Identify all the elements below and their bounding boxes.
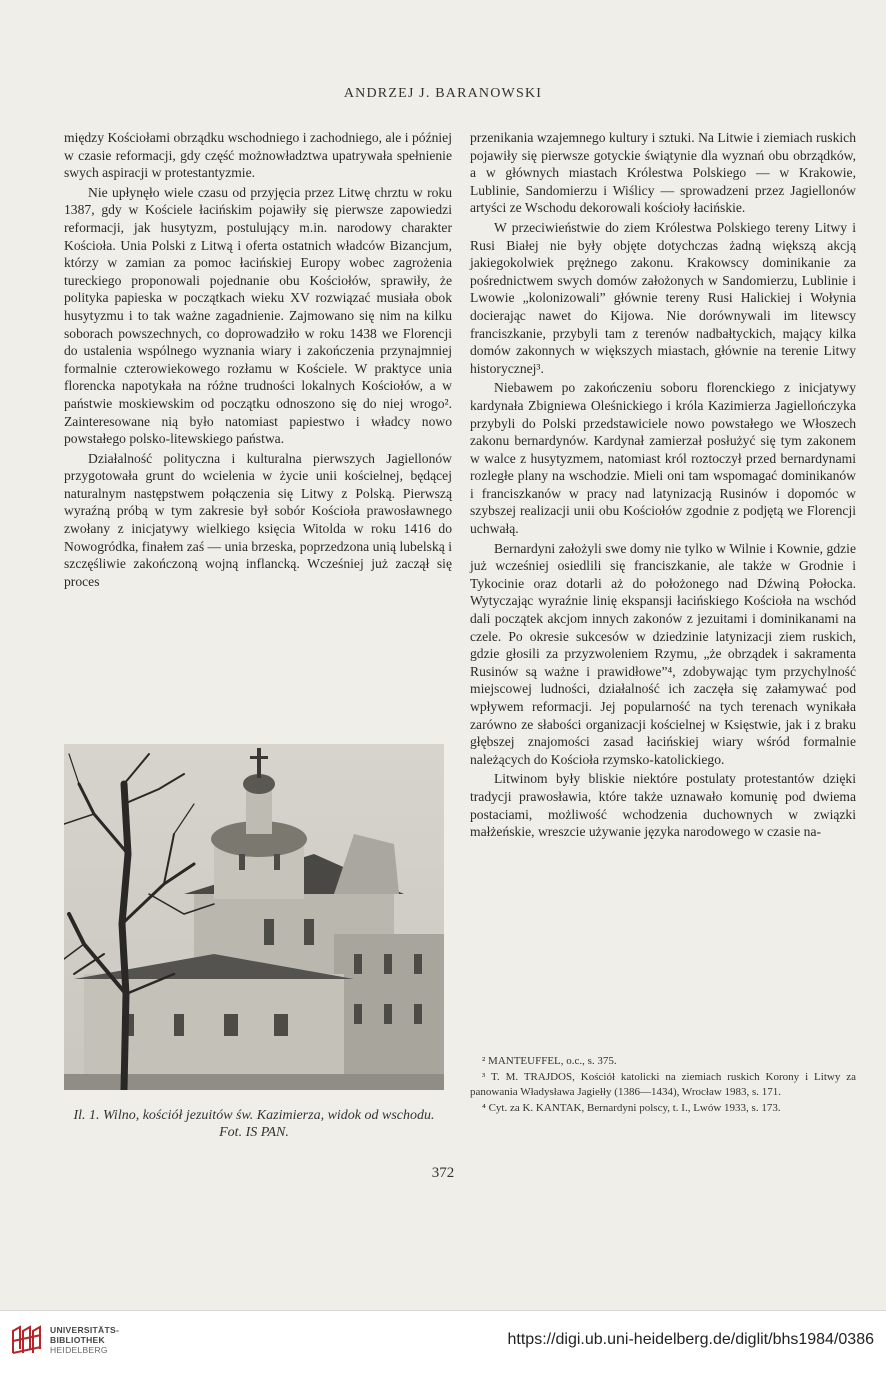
right-column <box>470 129 856 843</box>
logo-line: BIBLIOTHEK <box>50 1335 105 1345</box>
page-number: 372 <box>431 1165 455 1181</box>
running-head: ANDRZEJ J. BARANOWSKI <box>343 86 543 101</box>
permalink-url[interactable]: https://digi.ub.uni-heidelberg.de/diglit/bhs1984/0386 <box>507 1331 874 1348</box>
church-photo-illustration <box>64 744 444 1090</box>
figure-caption: Il. 1. Wilno, kościół jezuitów św. Kazimierza, widok od wschodu. Fot. IS PAN. <box>73 1108 435 1140</box>
paragraph: Działalność polityczna i kulturalna pierwszych Jagiellonów przygotowała grunt do wcielenia w życie unii kościelnej, będącej naturalnym następstwem połączenia się Litwy z Polską. Pierwszą wyraźną próbą w tym zakresie był sobór Kościoła prawosławnego zwołany z inicjatywy wielkiego księcia Witolda w roku 1416 do Nowogródka, finałem zaś — unia brzeska, poprzedzona unią lubelską i szczęśliwie zakończoną wojną inflancką. Wcześniej już zaczął się proces <box>64 450 452 589</box>
footnote: ² MANTEUFFEL, o.c., s. 375. <box>482 1055 617 1067</box>
paragraph: Litwinom były bliskie niektóre postulaty protestantów dzięki tradycji prawosławia, które także uznawało komunię pod dwiema postaciami, możliwość wchodzenia duchownych w związki małżeńskie, wreszcie używanie języka narodowego w czasie na- <box>470 771 856 840</box>
footnote: ³ T. M. TRAJDOS, Kościół katolicki na ziemiach ruskich Korony i Litwy za panowania Władysława Jagiełły (1386—1434), Wrocław 1983, s. 171. <box>470 1071 856 1098</box>
paragraph: Nie upłynęło wiele czasu od przyjęcia przez Litwę chrztu w roku 1387, gdy w Kościele łacińskim pojawiły się pierwsze zapowiedzi reformacji, jak husytyzm, postulujący m.in. narodowy charakter Kościoła. Unia Polski z Litwą i oferta ostatnich władców Bizancjum, którzy w zamian za pomoc łacińskiej Europy wobec zagrożenia tureckiego proponowali pojednanie obu Kościołów, sprawiły, że polityka papieska w początkach wieku XV rozwiązać musiała obok husytyzmu i to tak ważne zagadnienie. Zajmowano się nim na kilku soborach powszechnych, co doprowadziło w roku 1438 we Florencji do ustalenia wspólnego wyznania wiary i zakończenia przynajmniej formalnie czterowiekowego rozłamu w Kościele. W praktyce unia florencka napotykała na różne trudności lokalnych Kościołów, a w państwie moskiewskim od początku odnoszono się do niej wrogo². Zainteresowane nią było natomiast papiestwo i władcy nowo powstałego polsko-litewskiego państwa. <box>64 184 452 447</box>
left-column <box>64 129 452 592</box>
viewer-footer-bar <box>0 1310 886 1375</box>
paragraph: Bernardyni założyli swe domy nie tylko w Wilnie i Kownie, gdzie już wcześniej osiedlili się franciszkanie, ale także w Grodnie i Tykocinie oraz dotarli aż do położonego nad Dźwiną Połocka. Wytyczając wyraźnie linię ekspansji łacińskiego Kościoła na wschód dali początek akcjom innych zakonów z jezuitami i dominikanami na czele. Po okresie sukcesów w dziedzinie latynizacji ziem ruskich, gdzie głosili za przyzwoleniem Rzymu, „że obrządek i sakramenta Rusinów są ważne i prawidłowe”⁴, zdobywając tym przychylność miejscowej ludności, działalność ich zaczęła się załamywać pod wpływem reformacji. Jej popularność na tych terenach wynikała zarówno ze słabości organizacji kościelnej w Księstwie, jak i z braku głębszej znajomości zasad łacińskiej wiary wśród formalnie należących do Kościoła rzymsko-katolickiego. <box>470 540 856 767</box>
paragraph: przenikania wzajemnego kultury i sztuki. Na Litwie i ziemiach ruskich pojawiły się pierwsze gotyckie świątynie dla wyznań obu obrządków, a w głównych miastach Królestwa Polskiego — w Krakowie, Lublinie, Sandomierzu i Wiślicy — sprowadzeni przez Jagiellonów artyści ze Wschodu dekorowali kościoły łacińskie. <box>470 130 856 216</box>
footnote: ⁴ Cyt. za K. KANTAK, Bernardyni polscy, t. I., Lwów 1933, s. 173. <box>482 1102 781 1114</box>
footnotes <box>470 1054 856 1117</box>
logo-line: UNIVERSITÄTS- <box>50 1325 120 1335</box>
paragraph: W przeciwieństwie do ziem Królestwa Polskiego tereny Litwy i Rusi Białej nie były objęte dotychczas żadną większą akcją jakiegokolwiek prężnego zakonu. Krakowscy dominikanie za pośrednictwem swych domów założonych w Sandomierzu, Lublinie i Lwowie „kolonizowali” głównie tereny Rusi Halickiej i Wołynia docierając nawet do Kijowa. Nie dorównywali im litewscy franciszkanie, przybyli tam z terenów nadbałtyckich, mający kilka domów zakonnych w większych miastach, głównie na terenie Litwy historycznej³. <box>470 219 856 376</box>
church-photograph <box>64 744 444 1090</box>
paragraph: Niebawem po zakończeniu soboru florenckiego z inicjatywy kardynała Zbigniewa Oleśnickiego i króla Kazimierza Jagiellończyka przybyli do Polski przedstawiciele nowo powstałego we Włoszech zakonu bernardynów. Kardynał zamierzał posłużyć się tym zakonem w walce z husytyzmem, natomiast król roztoczył przed bernardynami rozległe plany na wschodzie. Mieli oni tam wspomagać dominikanów i franciszkanów w pracy nad latynizacją Rusinów i dopomóc w szybszej realizacji unii obu Kościołów zgodnie z podjętą we Florencji uchwałą. <box>470 380 856 537</box>
university-library-logo-icon <box>10 1323 44 1357</box>
logo-line: HEIDELBERG <box>50 1345 108 1355</box>
library-logo-text <box>50 1325 119 1355</box>
library-logo[interactable] <box>10 1323 119 1357</box>
paragraph: między Kościołami obrządku wschodniego i zachodniego, ale i później w czasie reformacji, gdy część możnowładztwa upatrywała spełnienie swych aspiracji w protestantyzmie. <box>64 130 452 181</box>
